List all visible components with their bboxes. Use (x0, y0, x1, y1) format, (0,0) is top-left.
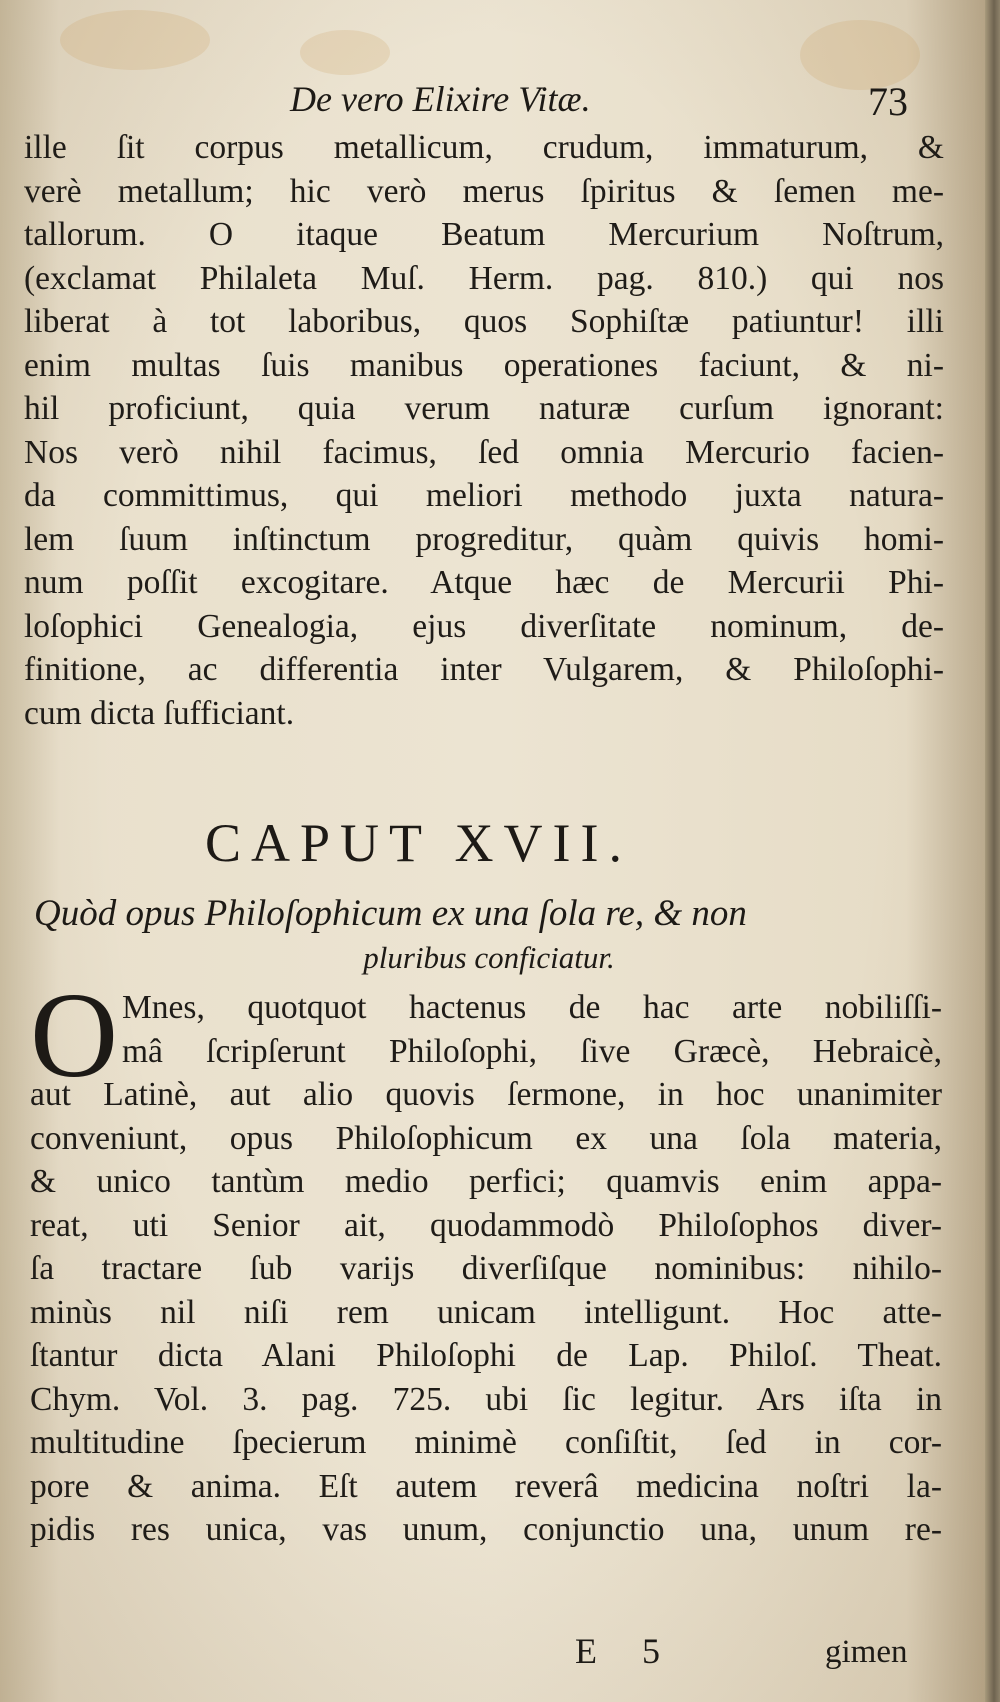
body-paragraph-2 (30, 968, 942, 1552)
chapter-title: CAPUT XVII. (205, 813, 633, 873)
text-line: mâ ſcripſerunt Philoſophi, ſive Græcè, Hebraicè, (122, 1032, 942, 1070)
text-line: reat, uti Senior ait, quodammodò Philoſophos diver- (30, 1206, 942, 1244)
drop-cap: O (30, 968, 119, 1103)
text-line: ſa tractare ſub varijs diverſiſque nominibus: nihilo- (30, 1250, 942, 1287)
text-line: minùs nil niſi rem unicam intelligunt. Hoc atte- (30, 1293, 942, 1331)
text-line: conveniunt, opus Philoſophicum ex una ſola materia, (30, 1119, 942, 1157)
catchword: gimen (825, 1634, 908, 1670)
text-line: enim multas ſuis manibus operationes faciunt, & ni- (24, 346, 944, 384)
text-line: hil proficiunt, quia verum naturæ curſum ignorant: (24, 390, 944, 427)
foxing-stain (60, 10, 210, 70)
text-line: loſophici Genealogia, ejus diverſitate nominum, de- (24, 607, 944, 645)
text-line: Mnes, quotquot hactenus de hac arte nobiliſſi- (122, 989, 942, 1026)
text-line: (exclamat Philaleta Muſ. Herm. pag. 810.) qui nos (24, 259, 944, 297)
body-paragraph-1 (24, 126, 944, 735)
text-line: finitione, ac differentia inter Vulgarem, & Philoſophi- (24, 651, 944, 688)
text-line: pidis res unica, vas unum, conjunctio una, unum re- (30, 1511, 942, 1548)
text-line: multitudine ſpecierum minimè conſiſtit, ſed in cor- (30, 1424, 942, 1461)
page-footer (0, 1630, 985, 1680)
chapter-subtitle-line-1: Quòd opus Philoſophicum ex una ſola re, & non (34, 893, 747, 934)
page-number: 73 (868, 79, 908, 124)
text-line: cum dicta ſufficiant. (24, 694, 295, 732)
chapter-subtitle (34, 892, 944, 980)
page-header (0, 78, 985, 128)
running-title: De vero Elixire Vitæ. (290, 79, 591, 119)
signature-mark: E 5 (575, 1631, 678, 1671)
text-line: pore & anima. Eſt autem reverâ medicina noſtri la- (30, 1467, 942, 1505)
text-line: verè metallum; hic verò merus ſpiritus & ſemen me- (24, 172, 944, 210)
foxing-stain (300, 30, 390, 75)
text-line: tallorum. O itaque Beatum Mercurium Noſtrum, (24, 216, 944, 253)
text-line: Chym. Vol. 3. pag. 725. ubi ſic legitur. Ars iſta in (30, 1380, 942, 1418)
text-line: liberat à tot laboribus, quos Sophiſtæ patiuntur! illi (24, 303, 944, 340)
text-line: da committimus, qui meliori methodo juxta natura- (24, 477, 944, 514)
text-line: & unico tantùm medio perfici; quamvis enim appa- (30, 1163, 942, 1200)
text-line: ſtantur dicta Alani Philoſophi de Lap. Philoſ. Theat. (30, 1337, 942, 1374)
text-line: Nos verò nihil facimus, ſed omnia Mercurio facien- (24, 433, 944, 471)
text-line: aut Latinè, aut alio quovis ſermone, in hoc unanimiter (30, 1076, 942, 1113)
text-line: lem ſuum inſtinctum progreditur, quàm quivis homi- (24, 520, 944, 558)
text-line: num poſſit excogitare. Atque hæc de Mercurii Phi- (24, 564, 944, 601)
book-gutter (985, 0, 1000, 1702)
chapter-subtitle-line-2: pluribus conficiatur. (363, 940, 615, 975)
text-line: ille ſit corpus metallicum, crudum, immaturum, & (24, 129, 944, 166)
